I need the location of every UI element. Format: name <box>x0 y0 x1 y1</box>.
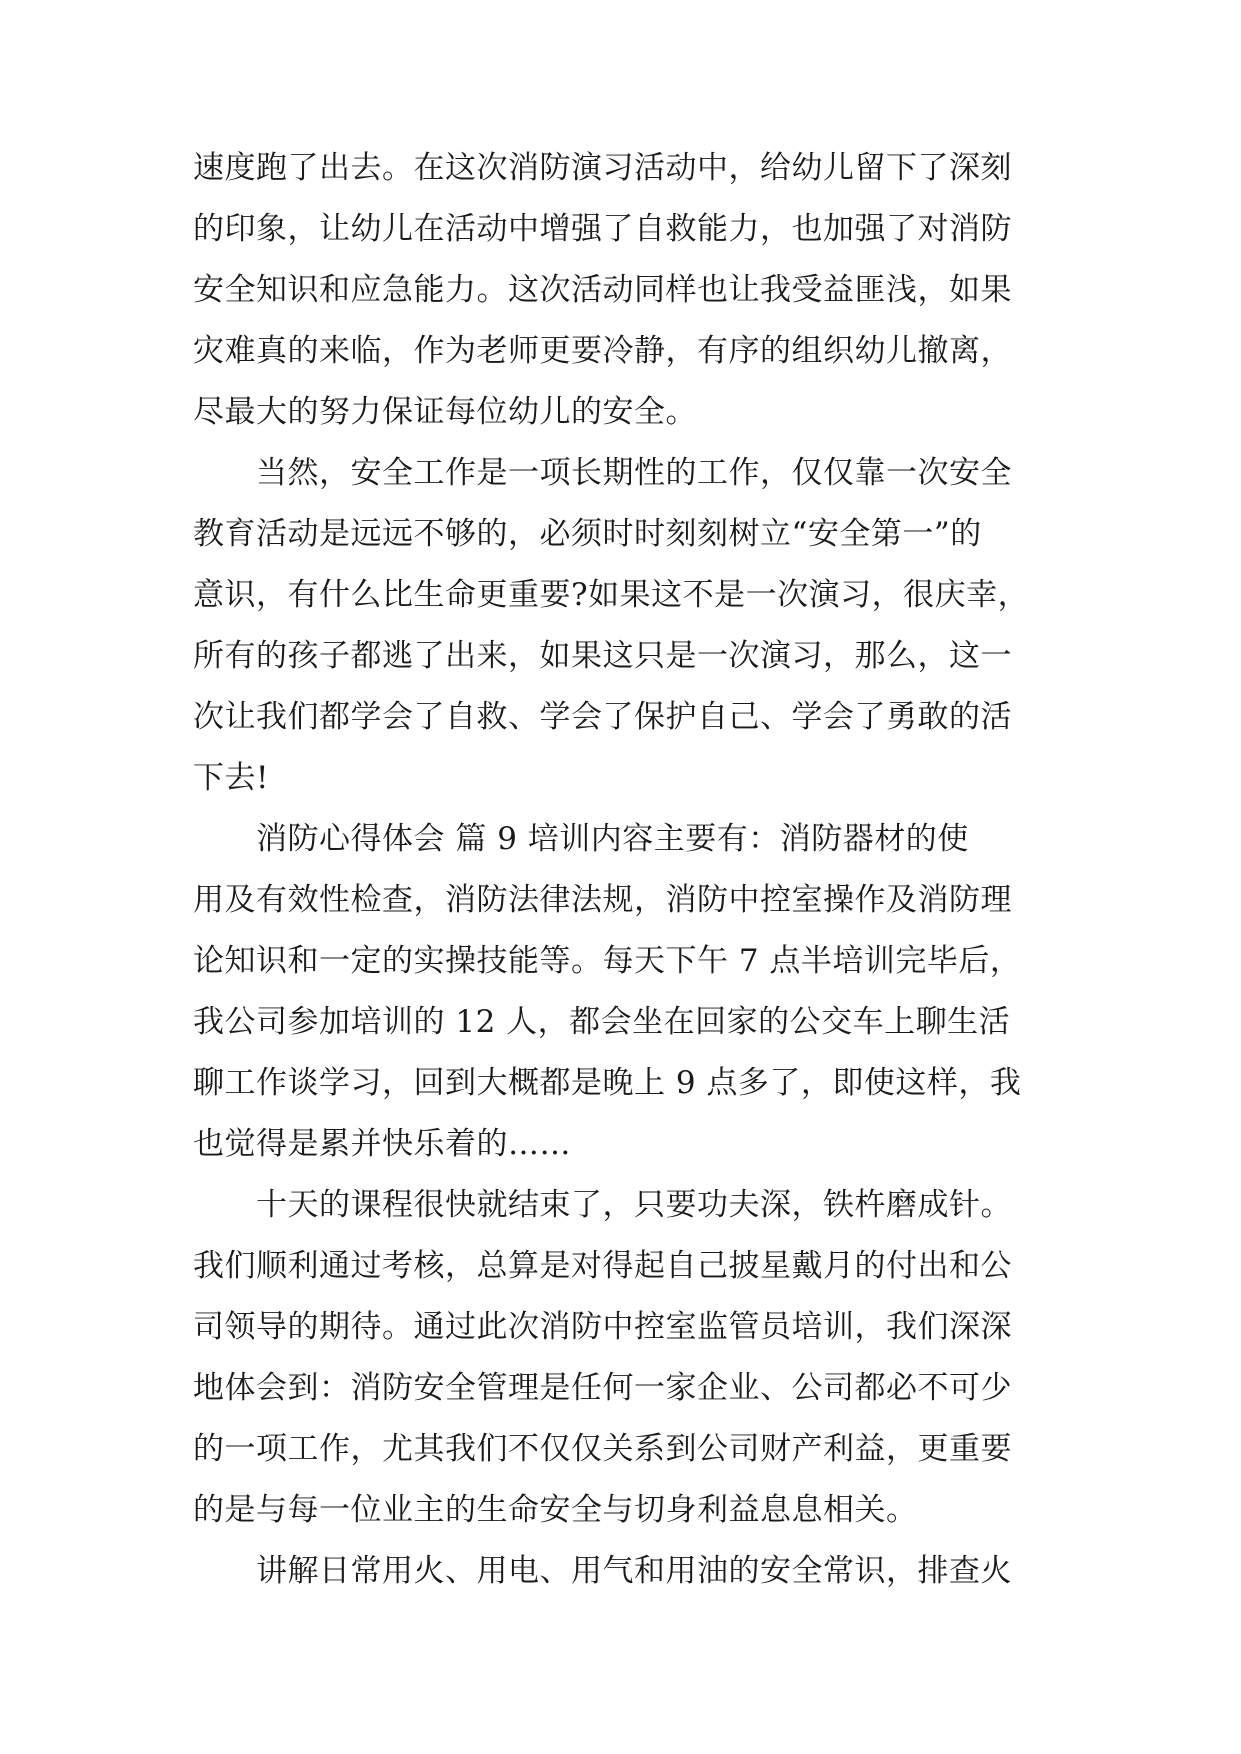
text-line: 司领导的期待。通过此次消防中控室监管员培训，我们深深 <box>193 1309 1012 1345</box>
text-line: 次让我们都学会了自救、学会了保护自己、学会了勇敢的活 <box>193 699 1012 735</box>
text-line: 尽最大的努力保证每位幼儿的安全。 <box>193 394 697 430</box>
text-line: 的是与每一位业主的生命安全与切身利益息息相关。 <box>193 1492 918 1528</box>
paragraph-first-line: 十天的课程很快就结束了，只要功夫深，铁杵磨成针。 <box>256 1187 1012 1223</box>
text-line: 安全知识和应急能力。这次活动同样也让我受益匪浅，如果 <box>193 272 1012 308</box>
text-line: 也觉得是累并快乐着的…… <box>193 1126 571 1162</box>
text-line: 所有的孩子都逃了出来，如果这只是一次演习，那么，这一 <box>193 638 1012 674</box>
text-line: 用及有效性检查，消防法律法规，消防中控室操作及消防理 <box>193 882 1012 918</box>
text-line: 灾难真的来临，作为老师更要冷静，有序的组织幼儿撤离， <box>193 333 1012 369</box>
section-heading-line: 消防心得体会 篇 9 培训内容主要有：消防器材的使 <box>256 821 969 857</box>
paragraph-first-line: 当然，安全工作是一项长期性的工作，仅仅靠一次安全 <box>256 455 1012 491</box>
text-line: 教育活动是远远不够的，必须时时刻刻树立“安全第一”的 <box>193 516 982 552</box>
text-line: 地体会到：消防安全管理是任何一家企业、公司都必不可少 <box>193 1370 1012 1406</box>
text-line: 下去! <box>193 760 269 796</box>
text-line: 的一项工作，尤其我们不仅仅关系到公司财产利益，更重要 <box>193 1431 1012 1467</box>
text-line: 的印象，让幼儿在活动中增强了自救能力，也加强了对消防 <box>193 211 1012 247</box>
text-line: 我公司参加培训的 12 人，都会坐在回家的公交车上聊生活 <box>193 1004 1011 1040</box>
text-line: 聊工作谈学习，回到大概都是晚上 9 点多了，即使这样，我 <box>193 1065 1022 1101</box>
paragraph-first-line: 讲解日常用火、用电、用气和用油的安全常识，排查火 <box>256 1553 1012 1589</box>
text-line: 我们顺利通过考核，总算是对得起自己披星戴月的付出和公 <box>193 1248 1012 1284</box>
text-line: 论知识和一定的实操技能等。每天下午 7 点半培训完毕后， <box>193 943 1022 979</box>
text-line: 速度跑了出去。在这次消防演习活动中，给幼儿留下了深刻 <box>193 150 1012 186</box>
text-line: 意识，有什么比生命更重要?如果这不是一次演习，很庆幸， <box>193 577 1030 613</box>
